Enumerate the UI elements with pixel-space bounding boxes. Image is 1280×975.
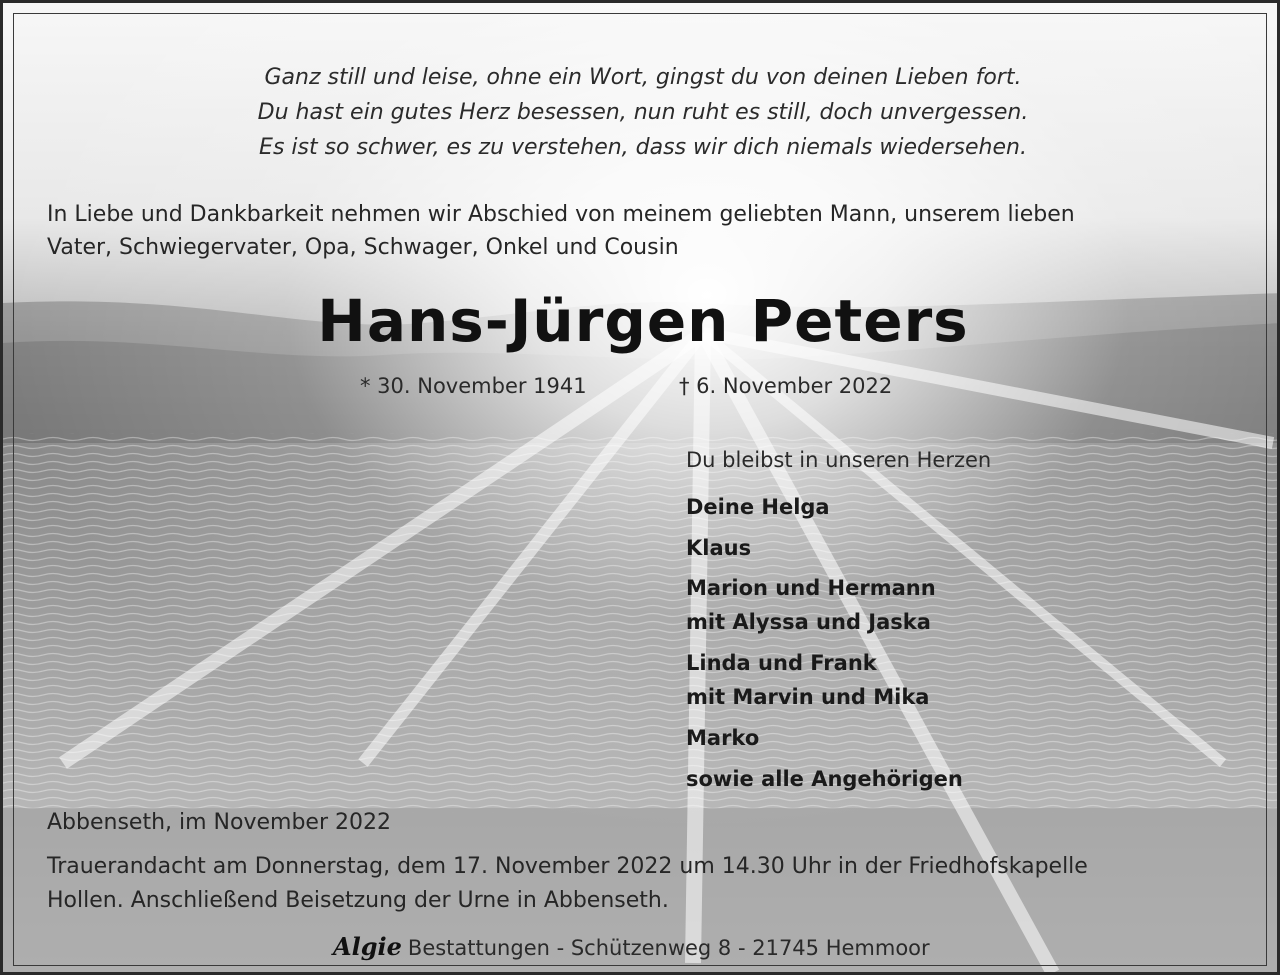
birth-date: * 30. November 1941 <box>360 374 587 398</box>
service-line-2: Hollen. Anschließend Beisetzung der Urne in Abbenseth. <box>47 888 669 913</box>
funeral-home-logo: Algie <box>333 932 402 961</box>
funeral-home-address: Bestattungen - Schützenweg 8 - 21745 Hemmoor <box>407 936 930 960</box>
place-date: Abbenseth, im November 2022 <box>47 810 391 835</box>
poem-line-1: Ganz still und leise, ohne ein Wort, gingst du von deinen Lieben fort. <box>264 65 1022 90</box>
family-member: Marion und Hermann <box>686 576 936 600</box>
closing-line: Du bleibst in unseren Herzen <box>686 448 992 472</box>
family-member: Klaus <box>686 536 752 560</box>
funeral-home <box>333 932 930 961</box>
poem-line-2: Du hast ein gutes Herz besessen, nun ruht es still, doch unvergessen. <box>257 100 1029 125</box>
family-member: mit Alyssa und Jaska <box>686 610 931 634</box>
deceased-name: Hans-Jürgen Peters <box>317 287 969 355</box>
family-member: Linda und Frank <box>686 651 877 675</box>
poem-line-3: Es ist so schwer, es zu verstehen, dass wir dich niemals wiedersehen. <box>259 135 1027 160</box>
family-member: mit Marvin und Mika <box>686 685 930 709</box>
family-member: Marko <box>686 726 760 750</box>
death-date: † 6. November 2022 <box>679 374 893 398</box>
family-member: sowie alle Angehörigen <box>686 767 963 791</box>
service-line-1: Trauerandacht am Donnerstag, dem 17. November 2022 um 14.30 Uhr in der Friedhofskapelle <box>47 854 1088 879</box>
intro-line-1: In Liebe und Dankbarkeit nehmen wir Abschied von meinem geliebten Mann, unserem lieben <box>47 202 1075 227</box>
family-member: Deine Helga <box>686 495 830 519</box>
intro-line-2: Vater, Schwiegervater, Opa, Schwager, Onkel und Cousin <box>47 235 679 260</box>
